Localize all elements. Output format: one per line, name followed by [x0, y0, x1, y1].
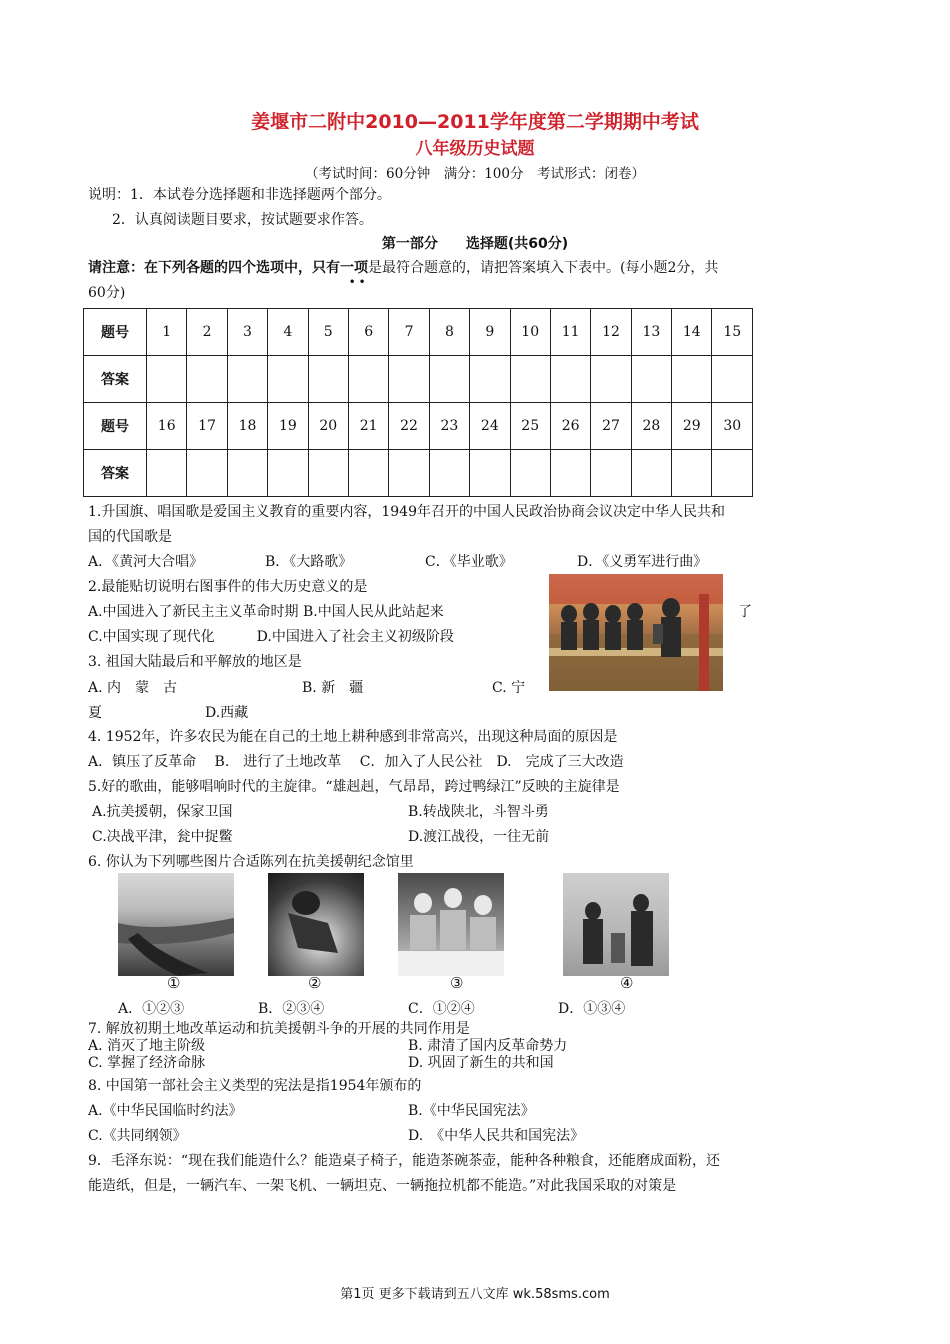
q3-option-a: A. 内 蒙 古	[88, 680, 178, 696]
work-site-illustration	[563, 873, 669, 976]
instruction-lead: 请注意：在下列各题的四个选项中，只有	[88, 260, 340, 276]
answer-cell[interactable]	[429, 356, 469, 403]
cell-number: 27	[591, 403, 631, 450]
exam-title: 姜堰市二附中2010—2011学年度第二学期期中考试	[251, 111, 699, 133]
answer-cell[interactable]	[348, 356, 388, 403]
table-row-numbers-1	[84, 309, 753, 356]
cell-number: 13	[631, 309, 671, 356]
photo-soldier-combat	[268, 873, 364, 976]
answer-cell[interactable]	[550, 450, 590, 497]
cell-number: 5	[308, 309, 348, 356]
cell-number: 24	[470, 403, 510, 450]
cell-number: 2	[187, 309, 227, 356]
q5-option-b: B.转战陕北，斗智斗勇	[408, 804, 549, 820]
answer-cell[interactable]	[712, 450, 753, 497]
row-label-number: 题号	[84, 309, 147, 356]
q4-stem: 4. 1952年，许多农民为能在自己的土地上耕种感到非常高兴，出现这种局面的原因是	[88, 729, 618, 745]
q6-caption-3: ③	[450, 974, 464, 992]
cell-number: 7	[389, 309, 429, 356]
q8-option-a: A.《中华民国临时约法》	[88, 1103, 243, 1119]
q8-stem: 8. 中国第一部社会主义类型的宪法是指1954年颁布的	[88, 1078, 422, 1094]
q7-option-d: D. 巩固了新生的共和国	[408, 1055, 554, 1071]
q2-options-cd: C.中国实现了现代化 D.中国进入了社会主义初级阶段	[88, 629, 454, 645]
answer-cell[interactable]	[187, 356, 227, 403]
q6-caption-2: ②	[308, 974, 322, 992]
cell-number: 8	[429, 309, 469, 356]
q5-option-a: A.抗美援朝，保家卫国	[92, 804, 233, 820]
q7-option-c: C. 掌握了经济命脉	[88, 1055, 206, 1071]
row-label-number: 题号	[84, 403, 147, 450]
q3-stem: 3. 祖国大陆最后和平解放的地区是	[88, 654, 302, 670]
answer-cell[interactable]	[510, 356, 550, 403]
answer-cell[interactable]	[470, 450, 510, 497]
answer-cell[interactable]	[631, 450, 671, 497]
q6-caption-4: ④	[620, 974, 634, 992]
q9-stem-2: 能造纸，但是，一辆汽车、一架飞机、一辆坦克、一辆拖拉机都不能造。”对此我国采取的对策是	[88, 1178, 677, 1194]
cell-number: 30	[712, 403, 753, 450]
q1-stem-1: 1.升国旗、唱国歌是爱国主义教育的重要内容，1949年召开的中国人民政治协商会议决定中华人民共和	[88, 504, 725, 520]
part1-instruction	[88, 259, 719, 288]
cell-number: 14	[672, 309, 712, 356]
answer-cell[interactable]	[348, 450, 388, 497]
cell-number: 15	[712, 309, 753, 356]
cell-number: 28	[631, 403, 671, 450]
answer-cell[interactable]	[268, 356, 308, 403]
table-row-answers-1	[84, 356, 753, 403]
answer-cell[interactable]	[470, 356, 510, 403]
answer-cell[interactable]	[550, 356, 590, 403]
q6-option-d: D．①③④	[558, 1001, 626, 1017]
instruction-tail: 是最符合题意的，请把答案填入下表中。(每小题2分，共	[368, 260, 719, 276]
q1-option-b: B．《大路歌》	[265, 554, 353, 570]
cell-number: 18	[227, 403, 267, 450]
row-label-answer: 答案	[84, 356, 147, 403]
answer-cell[interactable]	[147, 356, 187, 403]
founding-ceremony-illustration	[549, 574, 723, 691]
q6-stem: 6. 你认为下列哪些图片合适陈列在抗美援朝纪念馆里	[88, 854, 414, 870]
q5-stem: 5.好的歌曲，能够唱响时代的主旋律。“雄赳赳，气昂昂，跨过鸭绿江”反映的主旋律是	[88, 779, 620, 795]
cell-number: 22	[389, 403, 429, 450]
q9-stem-1: 9．毛泽东说：“现在我们能造什么？能造桌子椅子，能造茶碗茶壶，能种各种粮食，还能磨成面粉，还	[88, 1153, 721, 1169]
row-label-answer: 答案	[84, 450, 147, 497]
photo-signing-meeting	[398, 873, 504, 976]
q7-option-b: B. 肃清了国内反革命势力	[408, 1038, 568, 1054]
answer-cell[interactable]	[712, 356, 753, 403]
cell-number: 9	[470, 309, 510, 356]
q3-option-c-cont: 夏	[88, 705, 102, 721]
q1-option-a: A．《黄河大合唱》	[88, 554, 204, 570]
answer-cell[interactable]	[389, 356, 429, 403]
q5-option-c: C.决战平津，瓮中捉鳖	[92, 829, 233, 845]
cell-number: 26	[550, 403, 590, 450]
q1-option-d: D．《义勇军进行曲》	[577, 554, 708, 570]
q7-option-a: A. 消灭了地主阶级	[88, 1038, 206, 1054]
q2-option-b-tail: 了	[738, 604, 752, 620]
answer-cell[interactable]	[227, 450, 267, 497]
cell-number: 23	[429, 403, 469, 450]
answer-cell[interactable]	[672, 356, 712, 403]
q4-options: A．镇压了反革命 B. 进行了土地改革 C．加入了人民公社 D. 完成了三大改造	[88, 754, 624, 770]
table-row-numbers-2	[84, 403, 753, 450]
answer-cell[interactable]	[308, 356, 348, 403]
q3-option-c: C. 宁	[492, 680, 526, 696]
cell-number: 4	[268, 309, 308, 356]
photo-work-site	[563, 873, 669, 976]
answer-cell[interactable]	[591, 356, 631, 403]
note-line-1: 说明：1．本试卷分选择题和非选择题两个部分。	[88, 187, 391, 203]
answer-cell[interactable]	[429, 450, 469, 497]
answer-cell[interactable]	[389, 450, 429, 497]
cell-number: 10	[510, 309, 550, 356]
instruction-emphasis	[340, 260, 368, 288]
photo-river-crossing	[118, 873, 234, 976]
cell-number: 11	[550, 309, 590, 356]
cell-number: 25	[510, 403, 550, 450]
cell-number: 20	[308, 403, 348, 450]
answer-cell[interactable]	[672, 450, 712, 497]
answer-cell[interactable]	[227, 356, 267, 403]
cell-number: 29	[672, 403, 712, 450]
cell-number: 3	[227, 309, 267, 356]
q6-option-c: C．①②④	[408, 1001, 475, 1017]
q5-option-d: D.渡江战役，一往无前	[408, 829, 550, 845]
cell-number: 6	[348, 309, 388, 356]
q2-options-ab: A.中国进入了新民主主义革命时期 B.中国人民从此站起来	[88, 604, 444, 620]
q8-option-b: B.《中华民国宪法》	[408, 1103, 535, 1119]
cell-number: 16	[147, 403, 187, 450]
answer-table	[83, 308, 753, 497]
page-footer: 第1页 更多下载请到五八文库 wk.58sms.com	[340, 1287, 610, 1302]
answer-cell[interactable]	[631, 356, 671, 403]
q7-stem: 7. 解放初期土地改革运动和抗美援朝斗争的开展的共同作用是	[88, 1021, 470, 1037]
answer-cell[interactable]	[187, 450, 227, 497]
soldier-combat-illustration	[268, 873, 364, 976]
q3-option-d: D.西藏	[205, 705, 249, 721]
q6-option-a: A．①②③	[118, 1001, 185, 1017]
emphasis-dots: • •	[349, 277, 366, 288]
q8-option-c: C.《共同纲领》	[88, 1128, 187, 1144]
answer-cell[interactable]	[510, 450, 550, 497]
part1-heading: 第一部分 选择题(共60分)	[381, 236, 569, 252]
q3-option-b: B. 新 疆	[302, 680, 364, 696]
instruction-emphasis-text: 一项	[340, 260, 368, 276]
exam-info: （考试时间：60分钟 满分：100分 考试形式：闭卷）	[305, 166, 645, 182]
cell-number: 17	[187, 403, 227, 450]
answer-cell[interactable]	[268, 450, 308, 497]
q6-option-b: B．②③④	[258, 1001, 325, 1017]
cell-number: 21	[348, 403, 388, 450]
answer-cell[interactable]	[591, 450, 631, 497]
q1-stem-2: 国的代国歌是	[88, 529, 172, 545]
q8-option-d: D. 《中华人民共和国宪法》	[408, 1128, 585, 1144]
exam-subtitle: 八年级历史试题	[415, 139, 535, 159]
signing-meeting-illustration	[398, 873, 504, 976]
q2-stem: 2.最能贴切说明右图事件的伟大历史意义的是	[88, 579, 368, 595]
answer-cell[interactable]	[308, 450, 348, 497]
cell-number: 12	[591, 309, 631, 356]
river-crossing-illustration	[118, 873, 234, 976]
q1-option-c: C．《毕业歌》	[425, 554, 513, 570]
founding-ceremony-image	[549, 574, 723, 691]
part1-instruction-cont: 60分)	[88, 285, 126, 301]
answer-cell[interactable]	[147, 450, 187, 497]
table-row-answers-2	[84, 450, 753, 497]
cell-number: 1	[147, 309, 187, 356]
q6-caption-1: ①	[167, 974, 181, 992]
note-line-2: 2．认真阅读题目要求，按试题要求作答。	[112, 212, 373, 228]
cell-number: 19	[268, 403, 308, 450]
